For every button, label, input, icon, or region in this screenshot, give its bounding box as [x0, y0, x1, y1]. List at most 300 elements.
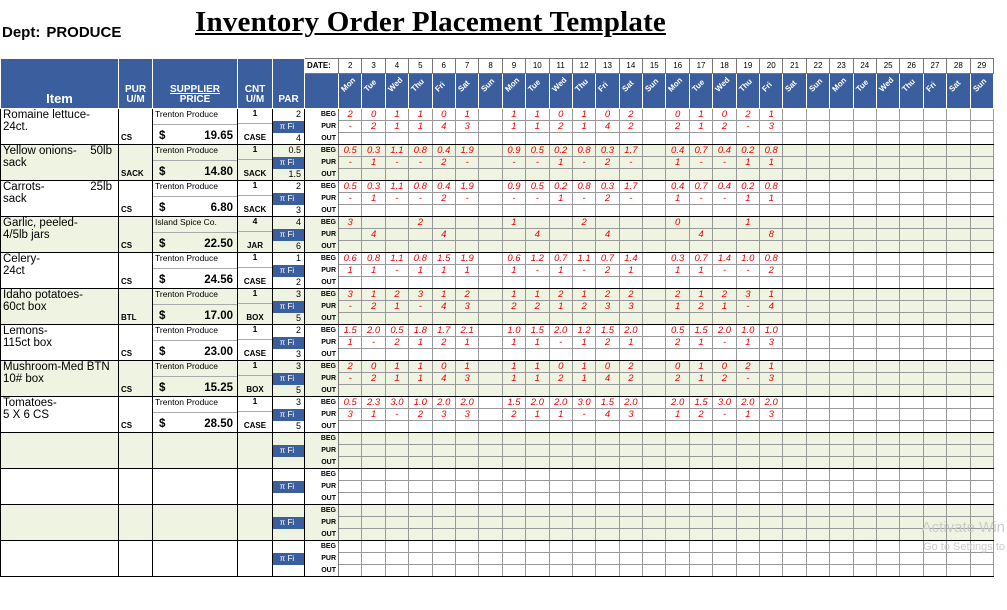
day-value-cell[interactable] — [900, 469, 923, 481]
day-value-cell[interactable]: 2 — [596, 157, 619, 169]
day-value-cell[interactable] — [947, 349, 970, 361]
day-value-cell[interactable]: 0.4 — [713, 145, 736, 157]
day-value-cell[interactable] — [479, 373, 502, 385]
day-value-cell[interactable] — [783, 277, 806, 289]
day-value-cell[interactable] — [760, 205, 783, 217]
day-value-cell[interactable] — [853, 349, 876, 361]
day-value-cell[interactable] — [596, 541, 619, 553]
day-value-cell[interactable] — [713, 469, 736, 481]
day-value-cell[interactable] — [502, 169, 525, 181]
day-value-cell[interactable] — [596, 133, 619, 145]
day-value-cell[interactable] — [362, 469, 385, 481]
day-value-cell[interactable]: 2 — [596, 265, 619, 277]
day-value-cell[interactable] — [853, 277, 876, 289]
day-value-cell[interactable] — [923, 205, 946, 217]
day-value-cell[interactable] — [923, 457, 946, 469]
day-value-cell[interactable] — [876, 373, 899, 385]
day-value-cell[interactable] — [643, 121, 666, 133]
day-value-cell[interactable] — [619, 241, 642, 253]
day-value-cell[interactable]: 0 — [549, 361, 572, 373]
day-value-cell[interactable]: 0.8 — [572, 145, 595, 157]
day-value-cell[interactable] — [783, 433, 806, 445]
day-value-cell[interactable] — [362, 493, 385, 505]
day-value-cell[interactable] — [923, 301, 946, 313]
day-value-cell[interactable] — [689, 445, 712, 457]
day-value-cell[interactable] — [502, 541, 525, 553]
day-value-cell[interactable] — [689, 493, 712, 505]
day-value-cell[interactable] — [947, 409, 970, 421]
day-value-cell[interactable] — [830, 505, 853, 517]
day-value-cell[interactable] — [455, 445, 478, 457]
day-value-cell[interactable] — [713, 229, 736, 241]
day-value-cell[interactable] — [385, 553, 408, 565]
day-value-cell[interactable] — [900, 193, 923, 205]
day-value-cell[interactable] — [339, 457, 362, 469]
day-value-cell[interactable]: 2 — [432, 337, 455, 349]
day-value-cell[interactable] — [783, 109, 806, 121]
day-value-cell[interactable] — [830, 385, 853, 397]
day-value-cell[interactable]: 1 — [572, 109, 595, 121]
day-value-cell[interactable]: 1 — [526, 373, 549, 385]
day-value-cell[interactable] — [666, 433, 689, 445]
day-value-cell[interactable] — [900, 325, 923, 337]
day-value-cell[interactable] — [432, 541, 455, 553]
day-value-cell[interactable]: 2.0 — [760, 397, 783, 409]
day-value-cell[interactable] — [572, 133, 595, 145]
day-value-cell[interactable] — [830, 409, 853, 421]
day-value-cell[interactable] — [853, 121, 876, 133]
day-value-cell[interactable]: - — [339, 373, 362, 385]
day-value-cell[interactable] — [970, 469, 993, 481]
day-value-cell[interactable] — [783, 145, 806, 157]
day-value-cell[interactable]: 1 — [572, 289, 595, 301]
day-value-cell[interactable] — [385, 457, 408, 469]
day-value-cell[interactable] — [760, 349, 783, 361]
day-value-cell[interactable] — [876, 457, 899, 469]
day-value-cell[interactable]: 1 — [409, 373, 432, 385]
day-value-cell[interactable] — [362, 169, 385, 181]
day-value-cell[interactable]: 1 — [736, 337, 759, 349]
day-value-cell[interactable] — [385, 445, 408, 457]
day-value-cell[interactable] — [619, 229, 642, 241]
day-value-cell[interactable] — [689, 565, 712, 577]
day-value-cell[interactable] — [643, 313, 666, 325]
day-value-cell[interactable] — [572, 421, 595, 433]
day-value-cell[interactable] — [479, 229, 502, 241]
day-value-cell[interactable] — [783, 469, 806, 481]
day-value-cell[interactable] — [526, 433, 549, 445]
day-value-cell[interactable]: 3.0 — [385, 397, 408, 409]
day-value-cell[interactable] — [666, 493, 689, 505]
day-value-cell[interactable]: 3 — [736, 289, 759, 301]
day-value-cell[interactable] — [432, 469, 455, 481]
day-value-cell[interactable]: 1.8 — [409, 325, 432, 337]
day-value-cell[interactable]: 2 — [409, 409, 432, 421]
day-value-cell[interactable] — [432, 421, 455, 433]
day-value-cell[interactable] — [596, 217, 619, 229]
day-value-cell[interactable] — [830, 241, 853, 253]
day-value-cell[interactable] — [783, 361, 806, 373]
day-value-cell[interactable] — [385, 313, 408, 325]
day-value-cell[interactable] — [526, 553, 549, 565]
day-value-cell[interactable] — [689, 133, 712, 145]
day-value-cell[interactable]: 2 — [619, 109, 642, 121]
day-value-cell[interactable]: 2 — [596, 193, 619, 205]
day-value-cell[interactable]: 3 — [760, 121, 783, 133]
day-value-cell[interactable]: 0 — [362, 109, 385, 121]
day-value-cell[interactable] — [526, 565, 549, 577]
day-value-cell[interactable]: 1 — [572, 373, 595, 385]
day-value-cell[interactable] — [596, 313, 619, 325]
day-value-cell[interactable] — [970, 409, 993, 421]
day-value-cell[interactable] — [806, 121, 829, 133]
day-value-cell[interactable] — [689, 433, 712, 445]
day-value-cell[interactable] — [643, 553, 666, 565]
day-value-cell[interactable] — [385, 385, 408, 397]
day-value-cell[interactable] — [572, 505, 595, 517]
day-value-cell[interactable] — [947, 277, 970, 289]
day-value-cell[interactable] — [619, 529, 642, 541]
day-value-cell[interactable]: 0.3 — [362, 145, 385, 157]
day-value-cell[interactable] — [455, 169, 478, 181]
day-value-cell[interactable] — [830, 397, 853, 409]
day-value-cell[interactable] — [830, 121, 853, 133]
day-value-cell[interactable]: 0.5 — [339, 145, 362, 157]
day-value-cell[interactable]: - — [502, 193, 525, 205]
day-value-cell[interactable]: - — [455, 157, 478, 169]
day-value-cell[interactable] — [502, 553, 525, 565]
day-value-cell[interactable] — [362, 133, 385, 145]
day-value-cell[interactable] — [596, 205, 619, 217]
day-value-cell[interactable] — [853, 169, 876, 181]
day-value-cell[interactable]: 1.5 — [596, 397, 619, 409]
day-value-cell[interactable] — [947, 169, 970, 181]
day-value-cell[interactable] — [900, 445, 923, 457]
day-value-cell[interactable] — [783, 301, 806, 313]
day-value-cell[interactable] — [970, 133, 993, 145]
day-value-cell[interactable] — [900, 409, 923, 421]
day-value-cell[interactable] — [339, 517, 362, 529]
day-value-cell[interactable]: - — [713, 157, 736, 169]
day-value-cell[interactable] — [970, 241, 993, 253]
day-value-cell[interactable] — [783, 157, 806, 169]
day-value-cell[interactable] — [947, 361, 970, 373]
day-value-cell[interactable] — [876, 565, 899, 577]
day-value-cell[interactable]: 3 — [455, 409, 478, 421]
day-value-cell[interactable] — [783, 457, 806, 469]
day-value-cell[interactable] — [409, 529, 432, 541]
day-value-cell[interactable] — [689, 541, 712, 553]
day-value-cell[interactable] — [947, 421, 970, 433]
day-value-cell[interactable] — [876, 493, 899, 505]
day-value-cell[interactable] — [830, 361, 853, 373]
day-value-cell[interactable]: 1 — [526, 337, 549, 349]
day-value-cell[interactable] — [806, 349, 829, 361]
day-value-cell[interactable]: 1 — [409, 361, 432, 373]
day-value-cell[interactable] — [479, 505, 502, 517]
day-value-cell[interactable] — [643, 361, 666, 373]
day-value-cell[interactable] — [736, 433, 759, 445]
day-value-cell[interactable]: 2 — [455, 289, 478, 301]
day-value-cell[interactable] — [736, 517, 759, 529]
day-value-cell[interactable]: 3 — [596, 301, 619, 313]
day-value-cell[interactable] — [947, 217, 970, 229]
day-value-cell[interactable] — [432, 133, 455, 145]
day-value-cell[interactable] — [362, 553, 385, 565]
day-value-cell[interactable] — [619, 445, 642, 457]
day-value-cell[interactable] — [853, 325, 876, 337]
day-value-cell[interactable] — [713, 313, 736, 325]
day-value-cell[interactable] — [713, 553, 736, 565]
day-value-cell[interactable] — [526, 517, 549, 529]
day-value-cell[interactable]: - — [385, 193, 408, 205]
day-value-cell[interactable] — [643, 481, 666, 493]
day-value-cell[interactable] — [526, 169, 549, 181]
day-value-cell[interactable] — [970, 433, 993, 445]
day-value-cell[interactable] — [760, 133, 783, 145]
day-value-cell[interactable] — [783, 373, 806, 385]
day-value-cell[interactable] — [947, 253, 970, 265]
day-value-cell[interactable] — [853, 553, 876, 565]
day-value-cell[interactable] — [479, 541, 502, 553]
day-value-cell[interactable] — [923, 337, 946, 349]
day-value-cell[interactable] — [362, 517, 385, 529]
day-value-cell[interactable] — [362, 529, 385, 541]
day-value-cell[interactable] — [806, 409, 829, 421]
day-value-cell[interactable] — [853, 337, 876, 349]
day-value-cell[interactable]: 1 — [689, 361, 712, 373]
day-value-cell[interactable]: 1 — [455, 361, 478, 373]
day-value-cell[interactable] — [502, 385, 525, 397]
day-value-cell[interactable] — [806, 469, 829, 481]
day-value-cell[interactable] — [479, 481, 502, 493]
day-value-cell[interactable] — [362, 421, 385, 433]
day-value-cell[interactable]: 1 — [385, 109, 408, 121]
day-value-cell[interactable] — [876, 265, 899, 277]
day-value-cell[interactable] — [806, 373, 829, 385]
day-value-cell[interactable]: 2.0 — [549, 397, 572, 409]
day-value-cell[interactable] — [619, 565, 642, 577]
day-value-cell[interactable] — [947, 313, 970, 325]
day-value-cell[interactable]: 1 — [549, 409, 572, 421]
day-value-cell[interactable] — [923, 421, 946, 433]
day-value-cell[interactable]: 1 — [526, 409, 549, 421]
day-value-cell[interactable] — [900, 337, 923, 349]
day-value-cell[interactable] — [783, 529, 806, 541]
day-value-cell[interactable]: 1 — [339, 265, 362, 277]
day-value-cell[interactable]: 0 — [666, 217, 689, 229]
day-value-cell[interactable] — [432, 205, 455, 217]
day-value-cell[interactable] — [502, 493, 525, 505]
day-value-cell[interactable] — [643, 205, 666, 217]
day-value-cell[interactable] — [643, 541, 666, 553]
day-value-cell[interactable]: 1.1 — [572, 253, 595, 265]
day-value-cell[interactable] — [760, 505, 783, 517]
day-value-cell[interactable] — [947, 133, 970, 145]
day-value-cell[interactable] — [455, 529, 478, 541]
day-value-cell[interactable] — [479, 361, 502, 373]
day-value-cell[interactable] — [339, 445, 362, 457]
day-value-cell[interactable]: 2 — [619, 361, 642, 373]
day-value-cell[interactable] — [643, 349, 666, 361]
day-value-cell[interactable] — [643, 421, 666, 433]
day-value-cell[interactable] — [455, 565, 478, 577]
day-value-cell[interactable] — [432, 277, 455, 289]
day-value-cell[interactable] — [736, 229, 759, 241]
day-value-cell[interactable]: 1.5 — [526, 325, 549, 337]
day-value-cell[interactable] — [643, 337, 666, 349]
day-value-cell[interactable] — [666, 241, 689, 253]
day-value-cell[interactable] — [853, 205, 876, 217]
day-value-cell[interactable] — [830, 481, 853, 493]
day-value-cell[interactable] — [853, 445, 876, 457]
day-value-cell[interactable]: 3 — [619, 409, 642, 421]
day-value-cell[interactable] — [666, 133, 689, 145]
day-value-cell[interactable] — [549, 445, 572, 457]
day-value-cell[interactable] — [736, 541, 759, 553]
day-value-cell[interactable] — [900, 313, 923, 325]
day-value-cell[interactable] — [385, 229, 408, 241]
day-value-cell[interactable] — [619, 313, 642, 325]
day-value-cell[interactable]: 0.3 — [666, 253, 689, 265]
day-value-cell[interactable]: 2 — [619, 373, 642, 385]
day-value-cell[interactable] — [479, 241, 502, 253]
day-value-cell[interactable] — [806, 289, 829, 301]
day-value-cell[interactable] — [689, 469, 712, 481]
day-value-cell[interactable] — [385, 277, 408, 289]
day-value-cell[interactable] — [362, 241, 385, 253]
day-value-cell[interactable] — [596, 553, 619, 565]
day-value-cell[interactable] — [432, 505, 455, 517]
day-value-cell[interactable] — [455, 349, 478, 361]
day-value-cell[interactable] — [830, 469, 853, 481]
day-value-cell[interactable]: 1 — [736, 217, 759, 229]
day-value-cell[interactable] — [339, 505, 362, 517]
day-value-cell[interactable] — [643, 325, 666, 337]
day-value-cell[interactable] — [947, 109, 970, 121]
day-value-cell[interactable] — [362, 457, 385, 469]
day-value-cell[interactable]: 1.5 — [432, 253, 455, 265]
day-value-cell[interactable]: 0.4 — [432, 145, 455, 157]
day-value-cell[interactable] — [432, 241, 455, 253]
day-value-cell[interactable]: 2 — [432, 157, 455, 169]
day-value-cell[interactable]: - — [526, 265, 549, 277]
day-value-cell[interactable] — [783, 229, 806, 241]
day-value-cell[interactable] — [923, 409, 946, 421]
day-value-cell[interactable] — [923, 373, 946, 385]
day-value-cell[interactable] — [713, 133, 736, 145]
day-value-cell[interactable] — [760, 277, 783, 289]
day-value-cell[interactable] — [549, 565, 572, 577]
day-value-cell[interactable]: 3 — [339, 217, 362, 229]
day-value-cell[interactable] — [619, 349, 642, 361]
day-value-cell[interactable] — [970, 385, 993, 397]
day-value-cell[interactable] — [830, 457, 853, 469]
day-value-cell[interactable]: 1 — [549, 193, 572, 205]
day-value-cell[interactable] — [783, 181, 806, 193]
day-value-cell[interactable]: 1.7 — [619, 181, 642, 193]
day-value-cell[interactable] — [643, 109, 666, 121]
day-value-cell[interactable]: 0.7 — [596, 253, 619, 265]
day-value-cell[interactable]: 2 — [339, 109, 362, 121]
day-value-cell[interactable]: 1.7 — [619, 145, 642, 157]
day-value-cell[interactable]: 1 — [339, 337, 362, 349]
day-value-cell[interactable] — [596, 517, 619, 529]
day-value-cell[interactable] — [479, 181, 502, 193]
day-value-cell[interactable] — [643, 373, 666, 385]
day-value-cell[interactable] — [479, 385, 502, 397]
day-value-cell[interactable] — [643, 217, 666, 229]
day-value-cell[interactable]: - — [362, 337, 385, 349]
day-value-cell[interactable]: 1 — [666, 265, 689, 277]
day-value-cell[interactable] — [900, 265, 923, 277]
day-value-cell[interactable] — [596, 241, 619, 253]
day-value-cell[interactable] — [432, 481, 455, 493]
day-value-cell[interactable] — [689, 313, 712, 325]
day-value-cell[interactable] — [900, 421, 923, 433]
day-value-cell[interactable] — [830, 445, 853, 457]
day-value-cell[interactable]: 2 — [409, 217, 432, 229]
day-value-cell[interactable] — [853, 217, 876, 229]
day-value-cell[interactable]: 0.8 — [760, 181, 783, 193]
day-value-cell[interactable] — [455, 541, 478, 553]
day-value-cell[interactable] — [385, 217, 408, 229]
day-value-cell[interactable] — [432, 445, 455, 457]
day-value-cell[interactable] — [643, 505, 666, 517]
day-value-cell[interactable] — [479, 193, 502, 205]
day-value-cell[interactable]: 1 — [409, 121, 432, 133]
day-value-cell[interactable] — [900, 517, 923, 529]
day-value-cell[interactable] — [619, 217, 642, 229]
day-value-cell[interactable] — [900, 121, 923, 133]
day-value-cell[interactable] — [876, 469, 899, 481]
day-value-cell[interactable]: - — [526, 157, 549, 169]
day-value-cell[interactable] — [643, 433, 666, 445]
day-value-cell[interactable] — [409, 169, 432, 181]
day-value-cell[interactable]: 1 — [666, 409, 689, 421]
day-value-cell[interactable] — [526, 469, 549, 481]
day-value-cell[interactable] — [853, 421, 876, 433]
day-value-cell[interactable] — [970, 457, 993, 469]
day-value-cell[interactable]: 4 — [596, 229, 619, 241]
day-value-cell[interactable]: 1 — [502, 265, 525, 277]
day-value-cell[interactable] — [713, 493, 736, 505]
day-value-cell[interactable] — [736, 349, 759, 361]
day-value-cell[interactable] — [572, 481, 595, 493]
day-value-cell[interactable] — [853, 253, 876, 265]
day-value-cell[interactable] — [666, 517, 689, 529]
day-value-cell[interactable] — [923, 229, 946, 241]
day-value-cell[interactable] — [526, 385, 549, 397]
day-value-cell[interactable] — [806, 277, 829, 289]
day-value-cell[interactable]: 0.5 — [526, 145, 549, 157]
day-value-cell[interactable] — [806, 565, 829, 577]
day-value-cell[interactable] — [689, 481, 712, 493]
day-value-cell[interactable] — [526, 457, 549, 469]
day-value-cell[interactable]: 0.4 — [666, 145, 689, 157]
day-value-cell[interactable]: - — [339, 121, 362, 133]
day-value-cell[interactable] — [806, 253, 829, 265]
day-value-cell[interactable]: 1.5 — [689, 397, 712, 409]
day-value-cell[interactable] — [409, 421, 432, 433]
day-value-cell[interactable] — [596, 277, 619, 289]
day-value-cell[interactable] — [526, 217, 549, 229]
day-value-cell[interactable] — [572, 313, 595, 325]
day-value-cell[interactable]: 2 — [362, 373, 385, 385]
day-value-cell[interactable]: 1 — [666, 193, 689, 205]
day-value-cell[interactable]: 2.0 — [432, 397, 455, 409]
day-value-cell[interactable]: 0 — [549, 109, 572, 121]
